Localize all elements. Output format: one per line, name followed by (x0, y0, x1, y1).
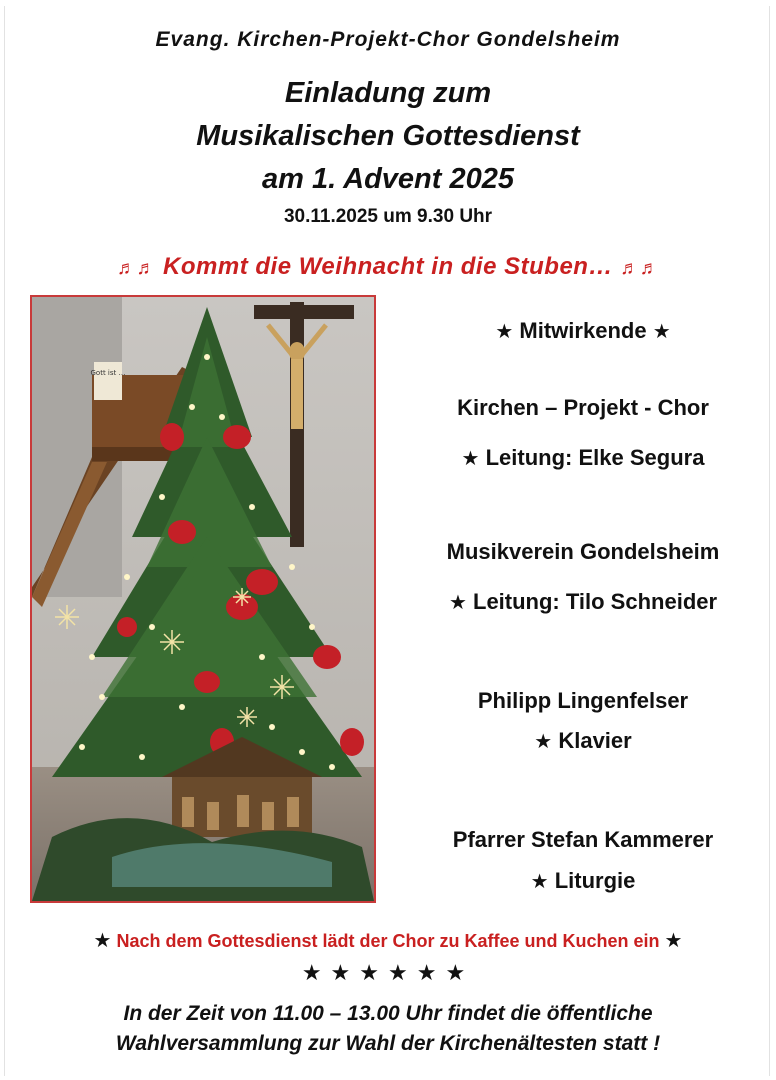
star-icon: ★ (530, 871, 549, 893)
band-credit: Musikverein Gondelsheim (446, 539, 720, 564)
star-icon: ★ (652, 321, 671, 343)
star-icon: ★ (461, 448, 480, 470)
star-icon: ★ (93, 930, 112, 952)
pastor-credit: Pfarrer Stefan Kammerer (452, 827, 714, 852)
star-divider: ★★★★★★ (301, 960, 475, 985)
title-line-3: am 1. Advent 2025 (262, 163, 514, 195)
pastor-role (400, 868, 766, 894)
sign (94, 362, 122, 400)
title-line-1: Einladung zum (284, 77, 492, 109)
title-line-2: Musikalischen Gottesdienst (196, 120, 580, 152)
music-notes-icon: ♬♬ (116, 258, 156, 279)
pastor-role-text: Liturgie (554, 868, 636, 893)
choir-credit: Kirchen – Projekt - Chor (457, 395, 709, 420)
pianist-role-text: Klavier (558, 728, 632, 753)
choir-leader (400, 445, 766, 471)
choir-leader-text: Leitung: Elke Segura (485, 445, 705, 470)
sign-text: Gott ist … (90, 369, 126, 377)
motto (0, 253, 776, 281)
pianist-credit: Philipp Lingenfelser (477, 688, 689, 713)
coffee-invitation (0, 928, 776, 953)
star-icon: ★ (448, 592, 467, 614)
coffee-invitation-text: Nach dem Gottesdienst lädt der Chor zu Kaffee und Kuchen ein (116, 931, 660, 951)
star-icon: ★ (534, 731, 553, 753)
band-leader (400, 589, 766, 615)
music-notes-icon: ♬♬ (620, 258, 660, 279)
event-date-time: 30.11.2025 um 9.30 Uhr (283, 206, 493, 227)
election-info-line-1: In der Zeit von 11.00 – 13.00 Uhr findet die öffentliche (123, 1002, 653, 1025)
credits-heading (400, 318, 766, 344)
band-leader-text: Leitung: Tilo Schneider (473, 589, 718, 614)
christmas-tree-photo (30, 295, 376, 903)
star-icon: ★ (495, 321, 514, 343)
choir-name: Evang. Kirchen-Projekt-Chor Gondelsheim (155, 28, 621, 51)
credits-heading-text: Mitwirkende (519, 318, 647, 343)
star-icon: ★ (664, 930, 683, 952)
pianist-role (400, 728, 766, 754)
election-info-line-2: Wahlversammlung zur Wahl der Kirchenältesten statt ! (115, 1032, 661, 1055)
christmas-tree-illustration (32, 297, 374, 901)
motto-text: Kommt die Weihnacht in die Stuben… (163, 253, 613, 280)
